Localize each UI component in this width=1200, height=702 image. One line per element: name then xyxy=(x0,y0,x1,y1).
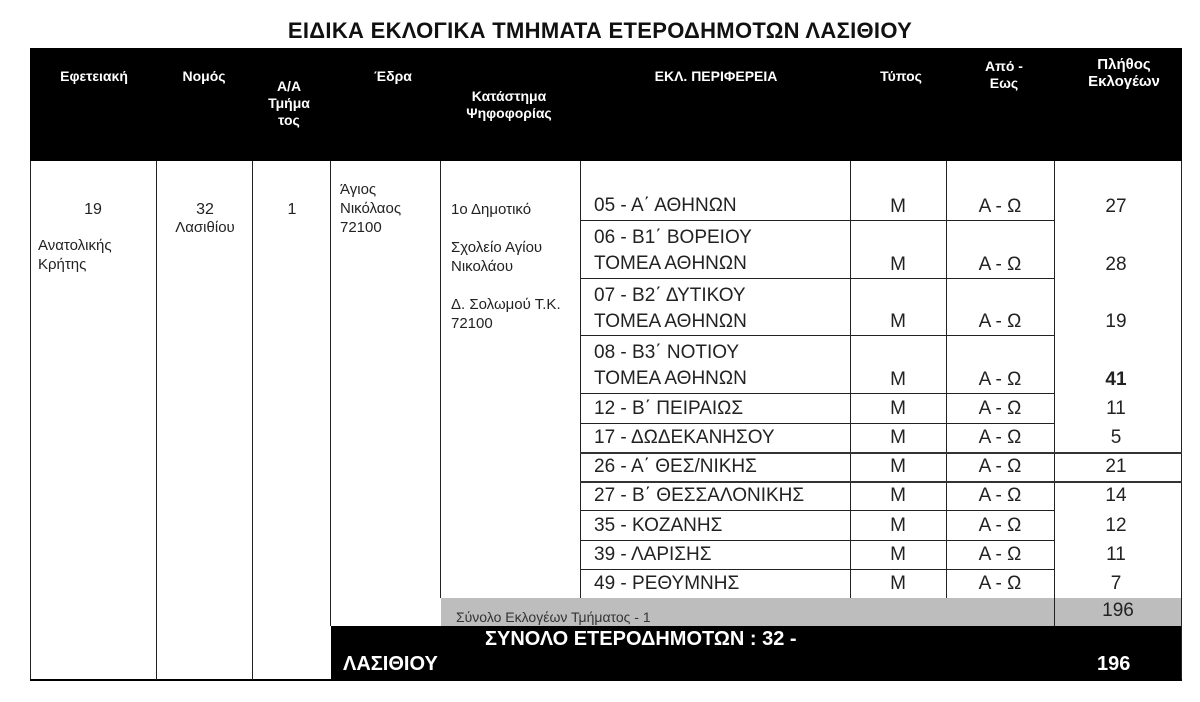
row-separator xyxy=(580,335,1054,336)
row-range: Α - Ω xyxy=(978,398,1022,419)
row-count: 28 xyxy=(1105,254,1127,275)
row-type: Μ xyxy=(890,369,906,390)
row-count: 7 xyxy=(1110,573,1122,594)
periferia-line2: ΤΟΜΕΑ ΑΘΗΝΩΝ xyxy=(594,253,747,274)
subtotal-value: 196 xyxy=(1102,600,1134,621)
row-type: Μ xyxy=(890,544,906,565)
row-range: Α - Ω xyxy=(978,196,1022,217)
row-separator xyxy=(580,423,1054,424)
col-divider xyxy=(252,161,253,680)
row-type: Μ xyxy=(890,485,906,506)
periferia-line2: ΤΟΜΕΑ ΑΘΗΝΩΝ xyxy=(594,311,747,332)
row-range: Α - Ω xyxy=(978,369,1022,390)
header-periferia: ΕΚΛ. ΠΕΡΙΦΕΡΕΙΑ xyxy=(654,68,778,84)
row-range: Α - Ω xyxy=(978,254,1022,275)
row-range: Α - Ω xyxy=(978,544,1022,565)
row-separator xyxy=(580,510,1054,511)
row-separator xyxy=(580,393,1054,394)
row-count: 11 xyxy=(1106,544,1126,565)
periferia-line1: 49 - ΡΕΘΥΜΝΗΣ xyxy=(594,573,740,594)
row-count: 27 xyxy=(1105,196,1127,217)
katastima-line3: Δ. Σολωμού Τ.Κ. 72100 xyxy=(451,296,561,332)
periferia-line1: 39 - ΛΑΡΙΣΗΣ xyxy=(594,544,712,565)
periferia-line1: 26 - Α΄ ΘΕΣ/ΝΙΚΗΣ xyxy=(594,456,757,477)
header-typos: Τύπος xyxy=(880,68,922,84)
total-value: 196 xyxy=(1097,653,1131,675)
row-range: Α - Ω xyxy=(978,485,1022,506)
row-range: Α - Ω xyxy=(978,515,1022,536)
header-nomos: Νομός xyxy=(182,68,226,84)
tmima-number: 1 xyxy=(287,201,297,218)
row-count: 19 xyxy=(1105,311,1127,332)
nomos-name: Λασιθίου xyxy=(175,219,235,236)
row-count: 41 xyxy=(1105,369,1127,390)
periferia-line1: 05 - Α΄ ΑΘΗΝΩΝ xyxy=(594,195,737,216)
row-separator xyxy=(580,569,1054,570)
edra-text: Άγιος Νικόλαος 72100 xyxy=(340,181,402,236)
col-divider xyxy=(946,161,947,598)
col-divider xyxy=(440,161,441,598)
header-efeteiaki: Εφετειακή xyxy=(60,68,128,84)
total-bar xyxy=(331,626,1181,679)
row-separator xyxy=(580,278,1054,279)
table-border-left xyxy=(30,161,31,680)
header-apo-eos: Από - Εως xyxy=(985,58,1023,91)
row-type: Μ xyxy=(890,398,906,419)
periferia-line1: 27 - Β΄ ΘΕΣΣΑΛΟΝΙΚΗΣ xyxy=(594,485,805,506)
periferia-line1: 35 - ΚΟΖΑΝΗΣ xyxy=(594,515,723,536)
col-divider xyxy=(156,161,157,680)
row-range: Α - Ω xyxy=(978,311,1022,332)
katastima-line1: 1ο Δημοτικό xyxy=(451,201,532,218)
row-separator xyxy=(580,220,1054,221)
col-divider xyxy=(330,161,331,626)
periferia-line1: 17 - ΔΩΔΕΚΑΝΗΣΟΥ xyxy=(594,427,775,448)
efeteiaki-number: 19 xyxy=(84,201,102,218)
page-title: ΕΙΔΙΚΑ ΕΚΛΟΓΙΚΑ ΤΜΗΜΑΤΑ ΕΤΕΡΟΔΗΜΟΤΩΝ ΛΑΣΙΘΙΟΥ xyxy=(287,18,913,43)
row-type: Μ xyxy=(890,456,906,477)
row-type: Μ xyxy=(890,515,906,536)
subtotal-label: Σύνολο Εκλογέων Τμήματος - 1 xyxy=(456,609,651,625)
row-type: Μ xyxy=(890,311,906,332)
row-range: Α - Ω xyxy=(978,427,1022,448)
table-header xyxy=(30,48,1182,161)
header-katastima: Κατάστημα Ψηφοφορίας xyxy=(466,88,552,121)
row-count: 5 xyxy=(1110,427,1122,448)
periferia-line1: 06 - Β1΄ ΒΟΡΕΙΟΥ xyxy=(594,227,752,248)
row-separator xyxy=(580,540,1054,541)
header-edra: Έδρα xyxy=(374,68,412,84)
row-type: Μ xyxy=(890,254,906,275)
periferia-line1: 12 - Β΄ ΠΕΙΡΑΙΩΣ xyxy=(594,398,744,419)
row-separator xyxy=(580,452,1182,454)
periferia-line2: ΤΟΜΕΑ ΑΘΗΝΩΝ xyxy=(594,368,747,389)
table-border-bottom xyxy=(30,679,1182,681)
total-label-line2: ΛΑΣΙΘΙΟΥ xyxy=(343,653,438,675)
periferia-line1: 07 - Β2΄ ΔΥΤΙΚΟΥ xyxy=(594,285,746,306)
row-count: 11 xyxy=(1106,398,1126,419)
nomos-number: 32 xyxy=(196,201,214,218)
row-separator xyxy=(580,481,1182,483)
row-range: Α - Ω xyxy=(978,456,1022,477)
row-count: 12 xyxy=(1105,515,1127,536)
col-divider xyxy=(580,161,581,598)
periferia-line1: 08 - Β3΄ ΝΟΤΙΟΥ xyxy=(594,342,740,363)
table-border-right xyxy=(1181,161,1182,680)
total-label-line1: ΣΥΝΟΛΟ ΕΤΕΡΟΔΗΜΟΤΩΝ : 32 - xyxy=(485,628,797,650)
katastima-line2: Σχολείο Αγίου Νικολάου xyxy=(451,239,543,275)
row-type: Μ xyxy=(890,196,906,217)
efeteiaki-name: Ανατολικής Κρήτης xyxy=(38,237,112,273)
row-count: 14 xyxy=(1105,485,1127,506)
row-count: 21 xyxy=(1105,456,1127,477)
row-range: Α - Ω xyxy=(978,573,1022,594)
header-plithos: Πλήθος Εκλογέων xyxy=(1088,56,1160,90)
header-aa: Α/Α Τμήμα τος xyxy=(268,78,310,128)
col-divider xyxy=(1054,161,1055,626)
row-type: Μ xyxy=(890,573,906,594)
row-type: Μ xyxy=(890,427,906,448)
